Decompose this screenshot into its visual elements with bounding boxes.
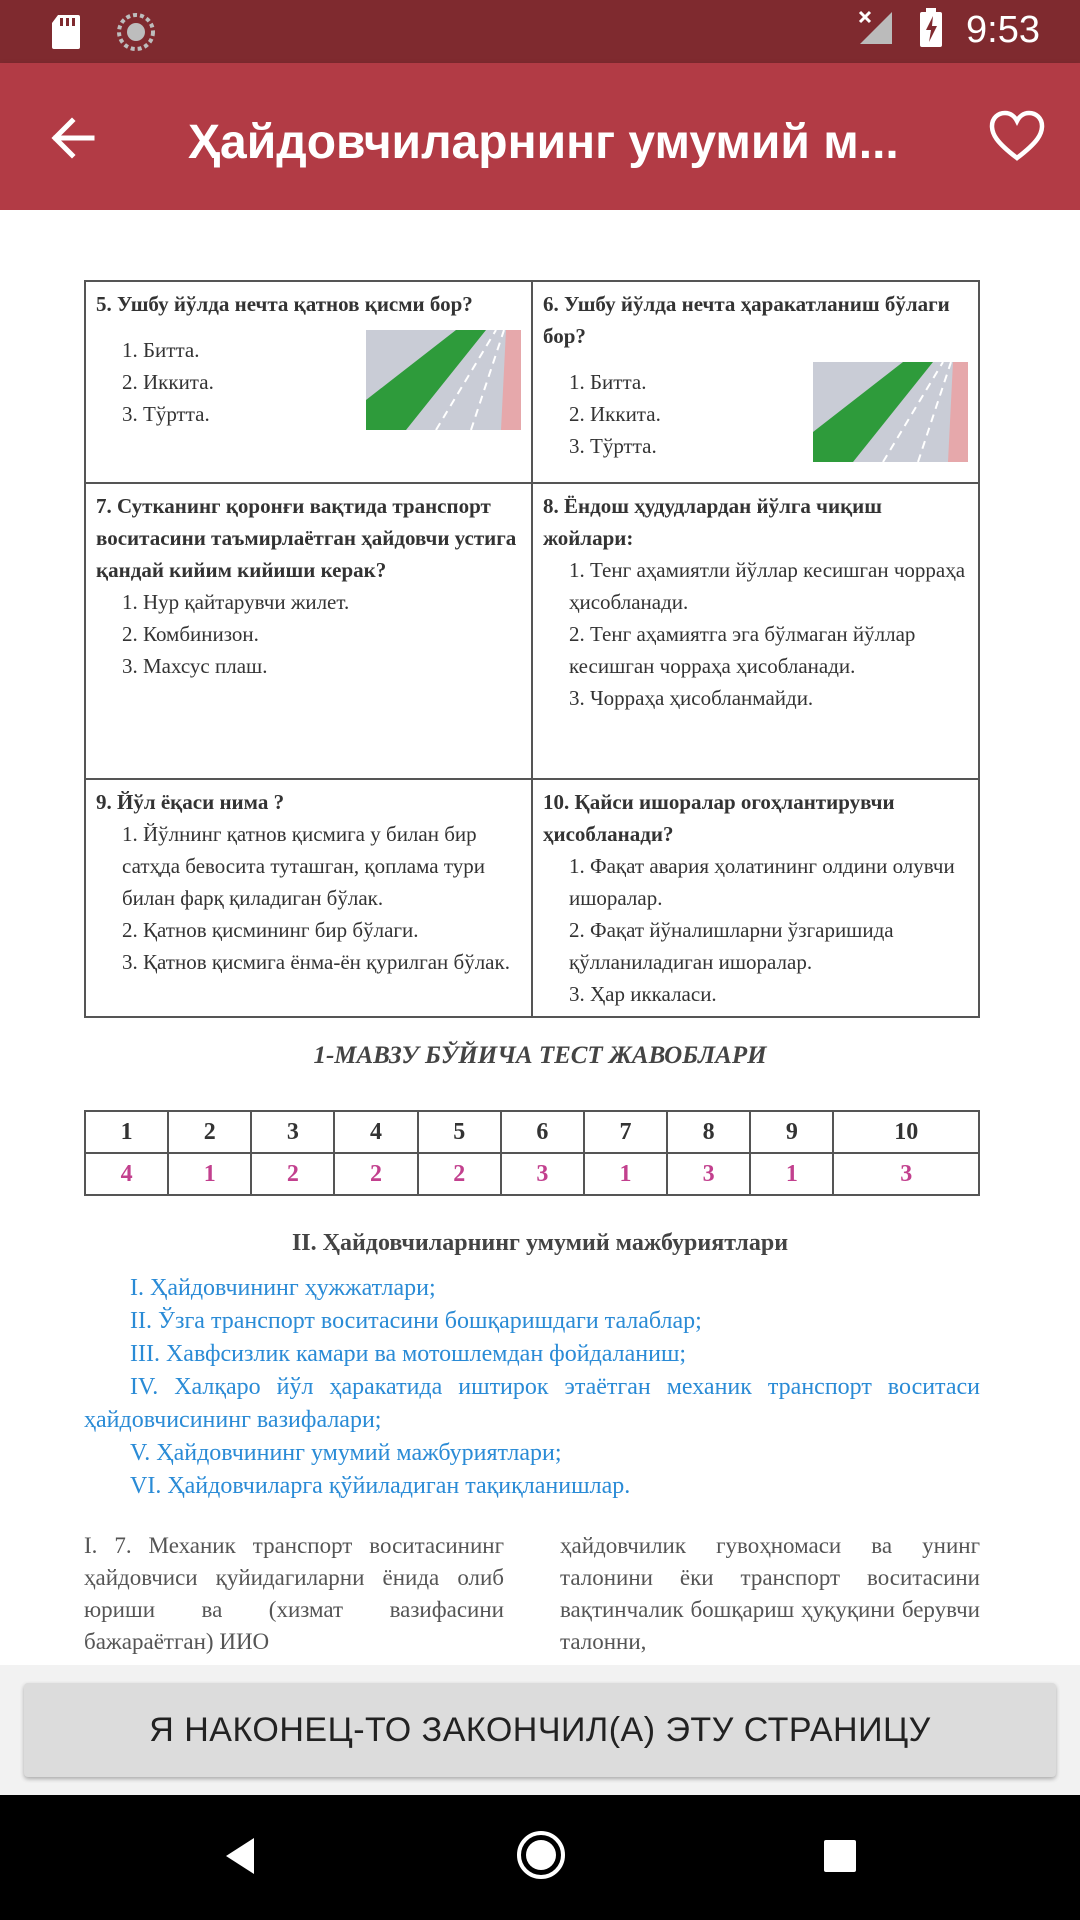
question-number: 10 [833, 1111, 979, 1153]
footer [0, 1665, 1080, 1795]
battery-charging-icon [918, 8, 944, 53]
signal-off-icon [856, 8, 896, 53]
section-heading: II. Ҳайдовчиларнинг умумий мажбуриятлари [291, 1230, 789, 1256]
question-number: 5 [418, 1111, 501, 1153]
contents-item: IV. Халқаро йўл ҳаракатида иштирок этаётган механик транспорт воситаси ҳайдовчисининг вазифалари; [84, 1374, 980, 1433]
answer-option: 1. Битта. [122, 338, 200, 362]
answer-value: 2 [334, 1153, 417, 1195]
answer-value: 3 [833, 1153, 979, 1195]
answer-value: 1 [584, 1153, 667, 1195]
question-title: 7. Сутканинг қоронғи вақтида транспорт воситасини таъмирлаётган ҳайдовчи устига қандай кийим кийиши керак? [96, 494, 517, 582]
body-text-left: I. 7. Механик транспорт воситасининг ҳайдовчиси қуйидагиларни ёнида олиб юриши ва (хизмат вазифасини бажараётган) ИИО [84, 1533, 504, 1654]
answer-value: 2 [251, 1153, 334, 1195]
answer-option: 2. Иккита. [122, 370, 214, 394]
answers-table [84, 1110, 980, 1196]
nav-back-icon[interactable] [222, 1835, 258, 1882]
question-cell [85, 483, 532, 779]
question-cell [85, 779, 532, 1017]
answer-option: 3. Тўртта. [569, 434, 657, 458]
answer-value: 1 [750, 1153, 833, 1195]
questions-table [84, 280, 980, 1018]
question-number: 7 [584, 1111, 667, 1153]
body-text-columns [84, 1530, 980, 1658]
clock: 9:53 [966, 9, 1040, 51]
question-cell [532, 281, 979, 483]
question-title: 8. Ёндош ҳудудлардан йўлга чиқиш жойлари: [543, 494, 883, 550]
page-title: Ҳайдовчиларнинг умумий м... [188, 116, 899, 169]
navigation-bar [0, 1795, 1080, 1920]
question-number: 3 [251, 1111, 334, 1153]
section-contents [84, 1272, 980, 1503]
answer-option: 3. Тўртта. [122, 402, 210, 426]
answer-option: 1. Битта. [569, 370, 647, 394]
sync-icon [116, 12, 156, 57]
answer-option: 1. Йўлнинг қатнов қисмига у билан бир сатҳда бевосита туташган, қоплама тури билан фарқ қиладиган бўлак. [122, 822, 485, 910]
body-text-right: ҳайдовчилик гувоҳномаси ва унинг талонини ёки транспорт воситасини вақтинчалик бошқариш ҳуқуқини берувчи талонни, [560, 1533, 980, 1654]
back-arrow-icon[interactable] [46, 111, 100, 165]
answer-value: 3 [501, 1153, 584, 1195]
answer-option: 2. Фақат йўналишларни ўзгаришида қўлланиладиган ишоралар. [569, 918, 894, 974]
contents-item: VI. Ҳайдовчиларга қўйиладиган тақиқланишлар. [130, 1473, 631, 1499]
finish-page-button[interactable]: Я НАКОНЕЦ-ТО ЗАКОНЧИЛ(А) ЭТУ СТРАНИЦУ [24, 1683, 1056, 1777]
question-number: 8 [667, 1111, 750, 1153]
answer-option: 3. Қатнов қисмига ёнма-ён қурилган бўлак. [122, 950, 510, 974]
answer-option: 2. Тенг аҳамиятга эга бўлмаган йўллар кесишган чорраҳа ҳисобланади. [569, 622, 916, 678]
answer-value: 3 [667, 1153, 750, 1195]
answer-option: 3. Чорраҳа ҳисобланмайди. [569, 686, 814, 710]
road-illustration [366, 330, 521, 430]
question-number: 2 [168, 1111, 251, 1153]
app-bar [0, 63, 1080, 210]
contents-item: II. Ўзга транспорт воситасини бошқаришдаги талаблар; [130, 1308, 702, 1334]
answer-option: 2. Иккита. [569, 402, 661, 426]
status-bar [0, 0, 1080, 63]
contents-item: III. Хавфсизлик камари ва мотошлемдан фойдаланиш; [130, 1341, 687, 1367]
favorite-heart-icon[interactable] [988, 108, 1046, 166]
nav-recents-icon[interactable] [823, 1839, 857, 1878]
question-cell [532, 483, 979, 779]
question-number: 1 [85, 1111, 168, 1153]
answer-option: 1. Фақат авария ҳолатининг олдини олувчи ишоралар. [569, 854, 955, 910]
contents-item: V. Ҳайдовчининг умумий мажбуриятлари; [130, 1440, 562, 1466]
sd-card-icon [50, 13, 82, 56]
answer-option: 3. Ҳар иккаласи. [569, 982, 717, 1006]
answer-option: 3. Махсус плаш. [122, 654, 268, 678]
answers-heading: 1-МАВЗУ БЎЙИЧА ТЕСТ ЖАВОБЛАРИ [313, 1042, 767, 1069]
road-illustration [813, 362, 968, 462]
answer-value: 4 [85, 1153, 168, 1195]
nav-home-icon[interactable] [515, 1829, 567, 1886]
question-title: 5. Ушбу йўлда нечта қатнов қисми бор? [96, 292, 473, 316]
page-scan-content[interactable] [0, 210, 1080, 1665]
answer-option: 1. Нур қайтарувчи жилет. [122, 590, 350, 614]
question-title: 9. Йўл ёқаси нима ? [96, 790, 285, 814]
question-cell [85, 281, 532, 483]
question-title: 10. Қайси ишоралар огоҳлантирувчи ҳисобланади? [543, 790, 895, 846]
question-number: 4 [334, 1111, 417, 1153]
answer-option: 2. Комбинизон. [122, 622, 259, 646]
contents-item: I. Ҳайдовчининг ҳужжатлари; [130, 1275, 436, 1301]
question-number: 6 [501, 1111, 584, 1153]
question-number: 9 [750, 1111, 833, 1153]
answer-value: 2 [418, 1153, 501, 1195]
question-title: 6. Ушбу йўлда нечта ҳаракатланиш бўлаги бор? [543, 292, 950, 348]
answer-option: 1. Тенг аҳамиятли йўллар кесишган чорраҳа ҳисобланади. [569, 558, 966, 614]
answer-option: 2. Қатнов қисмининг бир бўлаги. [122, 918, 419, 942]
answer-value: 1 [168, 1153, 251, 1195]
question-cell [532, 779, 979, 1017]
